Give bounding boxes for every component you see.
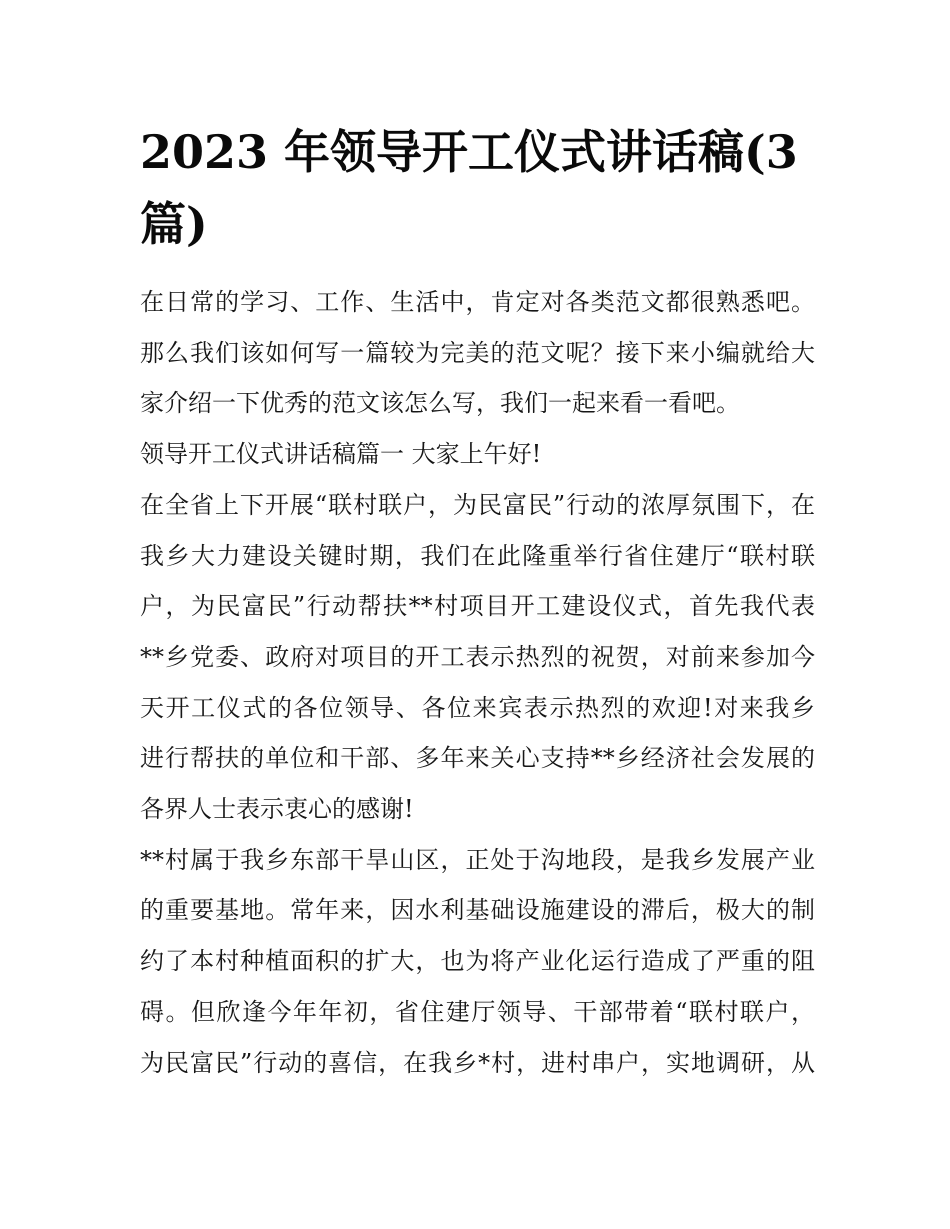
text-line: 进行帮扶的单位和干部、多年来关心支持**乡经济社会发展的 — [140, 744, 815, 773]
intro-paragraph — [140, 277, 815, 429]
text-line: 为民富民”行动的喜信，在我乡*村，进村串户，实地调研，从 — [140, 1048, 815, 1077]
text-line: 户，为民富民”行动帮扶**村项目开工建设仪式，首先我代表 — [140, 592, 815, 621]
text-line: **乡党委、政府对项目的开工表示热烈的祝贺，对前来参加今 — [140, 642, 815, 671]
title-line: 篇) — [140, 197, 208, 251]
document-title — [140, 116, 820, 260]
text-line: 各界人士表示衷心的感谢! — [140, 795, 414, 824]
text-line: 约了本村种植面积的扩大，也为将产业化运行造成了严重的阻 — [140, 947, 815, 976]
text-line: 天开工仪式的各位领导、各位来宾表示热烈的欢迎!对来我乡 — [140, 693, 815, 722]
text-line: 在日常的学习、工作、生活中，肯定对各类范文都很熟悉吧。 — [140, 288, 815, 316]
body-paragraph — [140, 480, 815, 835]
section-heading — [140, 429, 815, 480]
text-line: 领导开工仪式讲话稿篇一 大家上午好! — [140, 440, 542, 469]
text-line: 的重要基地。常年来，因水利基础设施建设的滞后，极大的制 — [140, 896, 815, 925]
text-line: 在全省上下开展“联村联户，为民富民”行动的浓厚氛围下，在 — [140, 490, 815, 519]
title-line: 2023 年领导开工仪式讲话稿(3 — [140, 125, 798, 179]
text-line: 那么我们该如何写一篇较为完美的范文呢？接下来小编就给大 — [140, 338, 815, 367]
text-line: 家介绍一下优秀的范文该怎么写，我们一起来看一看吧。 — [140, 389, 740, 418]
text-line: 我乡大力建设关键时期，我们在此隆重举行省住建厅“联村联 — [140, 541, 815, 570]
text-line: **村属于我乡东部干旱山区，正处于沟地段，是我乡发展产业 — [140, 845, 815, 874]
document-body — [140, 277, 815, 1088]
text-line: 碍。但欣逢今年年初，省住建厅领导、干部带着“联村联户， — [140, 997, 815, 1026]
body-paragraph — [140, 835, 815, 1089]
